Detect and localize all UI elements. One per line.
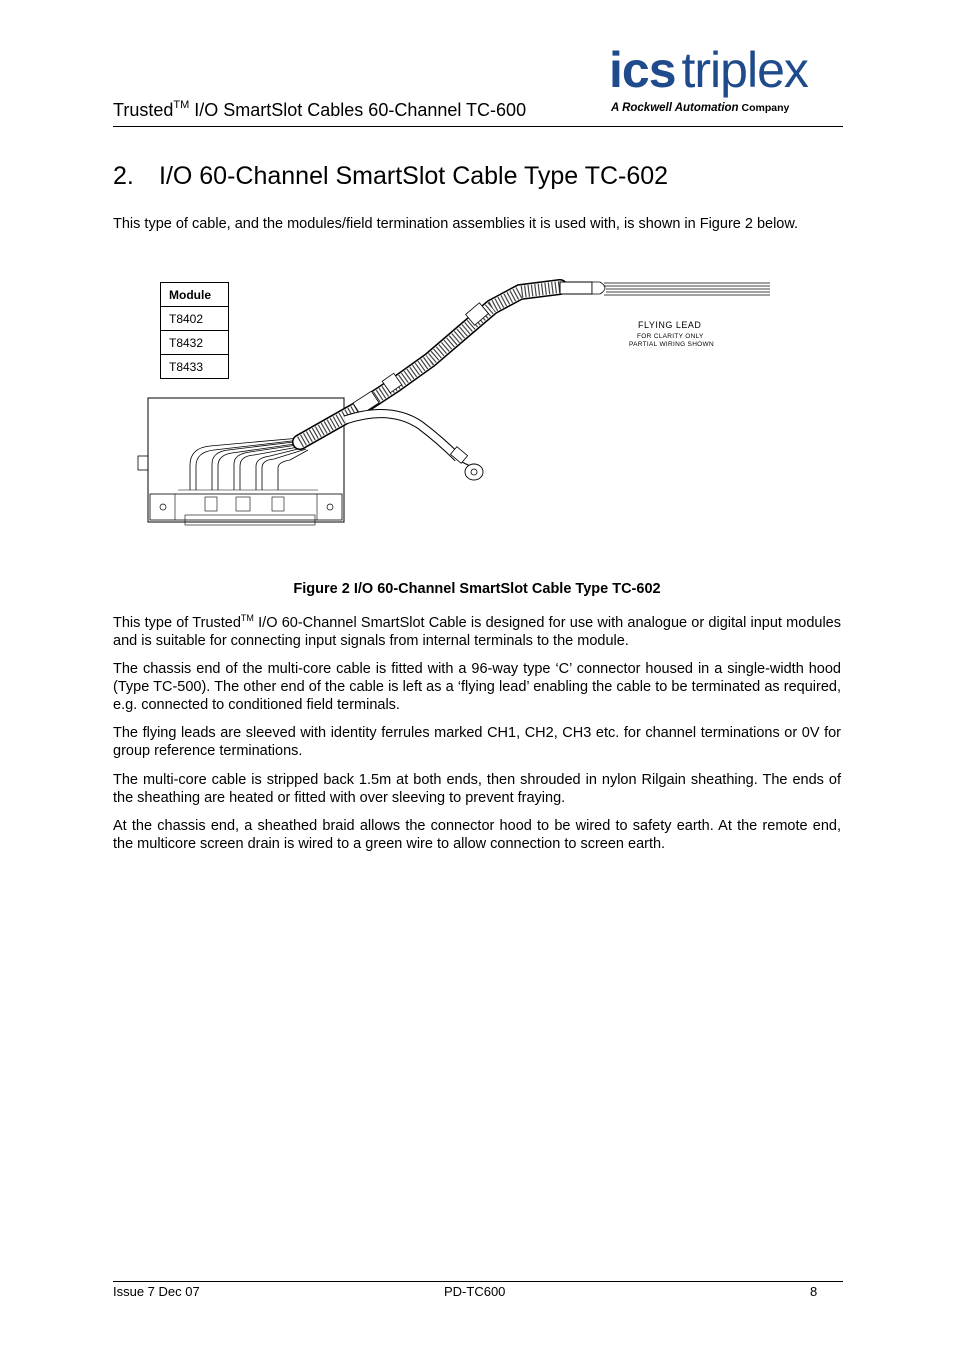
cable-sleeve-2	[382, 373, 401, 392]
table-row	[161, 355, 229, 379]
cable-sleeve-3	[466, 303, 489, 325]
body-paragraph-5: At the chassis end, a sheathed braid allows the connector hood to be wired to safety earth. At the remote end, the multicore screen drain is wired to a green wire to allow connection to screen earth.	[113, 818, 841, 852]
logo-wordmark	[609, 40, 808, 100]
clarity-note-line-1: FOR CLARITY ONLY	[637, 333, 704, 340]
body-paragraph-4: The multi-core cable is stripped back 1.5m at both ends, then shrouded in nylon Rilgain sheathing. The ends of the sheathing are heated or fitted with over sleeving to prevent fraying.	[113, 772, 841, 806]
footer-divider	[113, 1281, 843, 1282]
module-table-header: Module	[161, 283, 229, 307]
table-row	[161, 331, 229, 355]
logo-ics: ics	[609, 42, 676, 98]
module-cell: T8432	[161, 331, 229, 355]
module-cell: T8402	[161, 307, 229, 331]
connector-pins	[185, 515, 315, 525]
header-title-prefix: Trusted	[113, 100, 174, 120]
intro-paragraph: This type of cable, and the modules/field termination assemblies it is used with, is shown in Figure 2 below.	[113, 216, 799, 232]
document-header-title	[113, 100, 526, 121]
module-cell: T8433	[161, 355, 229, 379]
internal-wires	[190, 438, 308, 490]
footer-doc-id: PD-TC600	[444, 1284, 506, 1299]
clarity-note-line-2: PARTIAL WIRING SHOWN	[629, 341, 714, 348]
module-table	[160, 282, 229, 379]
figure-caption: Figure 2 I/O 60-Channel SmartSlot Cable Type TC-602	[293, 581, 661, 597]
section-heading	[113, 162, 668, 191]
header-title-rest: I/O SmartSlot Cables 60-Channel TC-600	[189, 100, 527, 120]
cable-sleeve-1	[353, 391, 379, 415]
connector-hood-outline	[148, 398, 344, 522]
trademark-superscript: TM	[240, 613, 254, 623]
logo-tagline-company: Company	[738, 102, 790, 114]
screw-right	[327, 504, 333, 510]
trademark-superscript: TM	[173, 99, 190, 111]
ring-terminal	[465, 464, 483, 480]
body-paragraph-1	[113, 614, 841, 650]
braided-cable	[300, 287, 560, 442]
flying-lead-wires	[604, 283, 770, 295]
section-title: I/O 60-Channel SmartSlot Cable Type TC-602	[159, 162, 669, 190]
logo-tagline-brand: A Rockwell Automation	[611, 102, 739, 114]
logo-triplex: triplex	[681, 42, 808, 98]
p1-text-a: This type of Trusted	[113, 615, 241, 631]
ics-triplex-logo	[609, 40, 843, 118]
cable-end-ferrule	[560, 282, 592, 294]
table-row	[161, 283, 229, 307]
connector-strip	[150, 494, 342, 520]
footer-page-number: 8	[810, 1284, 818, 1299]
body-paragraph-2: The chassis end of the multi-core cable is fitted with a 96-way type ‘C’ connector housed in a single-width hood (Type TC-500). The other end of the cable is left as a ‘flying lead’ enabling the cable to be terminated as required, e.g. connected to conditioned field terminals.	[113, 661, 841, 713]
hood-side-tab	[138, 456, 148, 470]
flying-lead-label: FLYING LEAD	[638, 320, 702, 330]
body-paragraph-3: The flying leads are sleeved with identity ferrules marked CH1, CH2, CH3 etc. for channel terminations or 0V for group reference terminations.	[113, 725, 841, 759]
earth-braid-lead	[345, 414, 483, 480]
section-number: 2.	[113, 162, 134, 190]
header-divider	[113, 126, 843, 127]
table-row	[161, 307, 229, 331]
footer-issue: Issue 7 Dec 07	[113, 1284, 200, 1299]
logo-tagline	[611, 102, 789, 114]
p1-text-b: I/O 60-Channel SmartSlot Cable is designed for use with analogue or digital input modules and is suitable for connecting input signals from internal terminals to the module.	[113, 615, 841, 649]
screw-left	[160, 504, 166, 510]
